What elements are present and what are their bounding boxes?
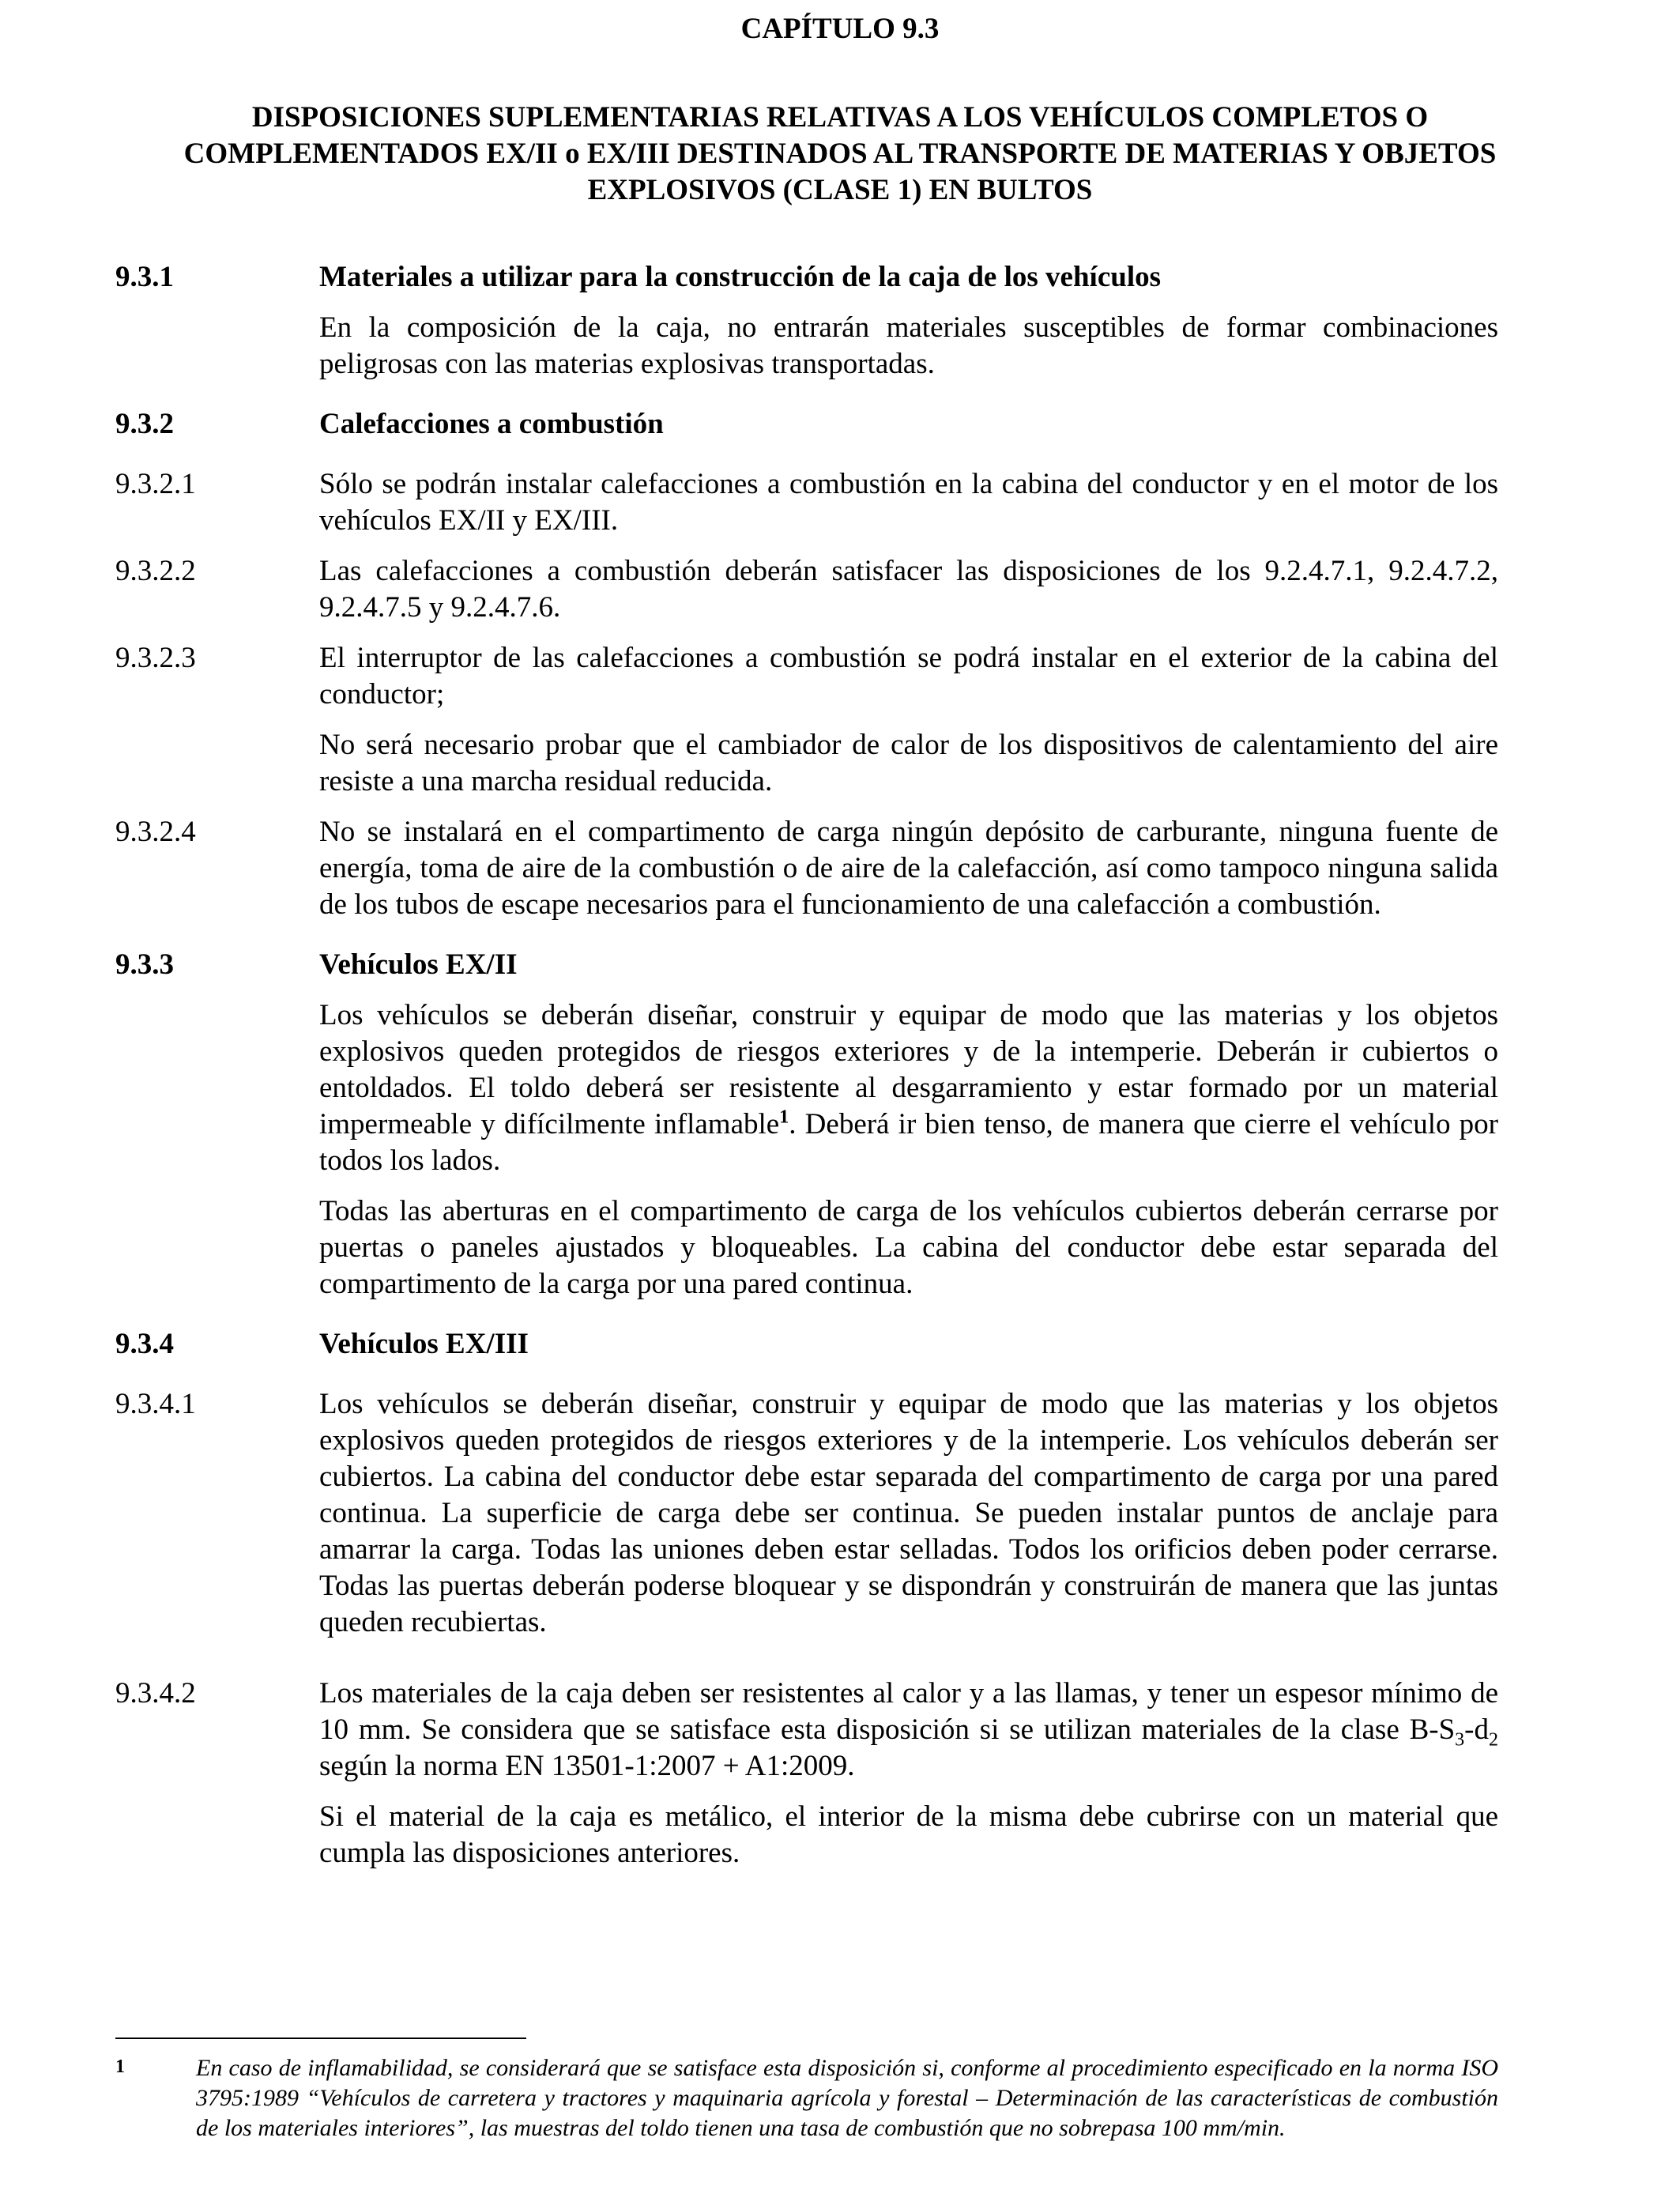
- item-9-3-4-2: [115, 1676, 1498, 1785]
- item-text-part: -d: [1464, 1713, 1489, 1746]
- paragraph: No será necesario probar que el cambiador de calor de los dispositivos de calentamiento del aire resiste a una marcha residual reducida.: [319, 729, 1498, 797]
- section-number: 9.3.4: [115, 1328, 174, 1360]
- section-9-3-4-heading: [115, 1326, 1498, 1363]
- item-number: 9.3.2.1: [115, 468, 196, 500]
- footnote-reference[interactable]: 1: [779, 1106, 789, 1128]
- paragraph-text: . Deberá ir bien tenso, de manera que cierre el vehículo por todos los lados.: [319, 1108, 1498, 1177]
- footnote: [115, 2053, 1498, 2143]
- section-number: 9.3.3: [115, 948, 174, 981]
- paragraph: Si el material de la caja es metálico, el interior de la misma debe cubrirse con un material que cumpla las disposiciones anteriores.: [319, 1800, 1498, 1869]
- footnote-mark: 1: [115, 2056, 125, 2077]
- item-9-3-2-4: [115, 814, 1498, 923]
- section-heading: Vehículos EX/II: [319, 948, 518, 981]
- item-text-part: según la norma EN 13501-1:2007 + A1:2009.: [319, 1750, 855, 1782]
- chapter-title: CAPÍTULO 9.3: [740, 13, 940, 45]
- footnote-text: En caso de inflamabilidad, se considerará que se satisface esta disposición si, conforme al procedimiento especificado en la norma ISO 3795:1989 “Vehículos de carretera y tractores y maquinaria agrícola y forestal – Determinación de las características de combustión de los materiales interiores”, las muestras del toldo tienen una tasa de combustión que no sobrepasa 100 mm/min.: [196, 2055, 1498, 2141]
- section-9-3-1-heading: [115, 259, 1498, 296]
- section-heading: Materiales a utilizar para la construcción de la caja de los vehículos: [319, 261, 1161, 293]
- paragraph-text: Los vehículos se deberán diseñar, construir y equipar de modo que las materias y los objetos explosivos queden protegidos de riesgos exteriores y de la intemperie. Deberán ir cubiertos o entoldados. El toldo deberá ser resistente al desgarramiento y estar formado por un material impermeable y difícilmente inflamable: [319, 999, 1498, 1140]
- section-heading: Calefacciones a combustión: [319, 408, 664, 440]
- item-9-3-2-1: [115, 466, 1498, 539]
- paragraph: En la composición de la caja, no entrarán materiales susceptibles de formar combinaciones peligrosas con las materias explosivas transportadas.: [319, 311, 1498, 380]
- subscript: 2: [1489, 1729, 1498, 1751]
- item-text-part: Los materiales de la caja deben ser resistentes al calor y a las llamas, y tener un espesor mínimo de 10 mm. Se considera que se satisface esta disposición si se utilizan materiales de la clase B-S: [319, 1677, 1498, 1746]
- item-9-3-2-2: [115, 553, 1498, 626]
- item-text: No se instalará en el compartimento de carga ningún depósito de carburante, ninguna fuente de energía, toma de aire de la combustión o de aire de la calefacción, así como tampoco ninguna salida de los tubos de escape necesarios para el funcionamiento de una calefacción a combustión.: [319, 816, 1498, 921]
- paragraph: [319, 997, 1498, 1179]
- item-number: 9.3.2.4: [115, 816, 196, 848]
- section-number: 9.3.2: [115, 408, 174, 440]
- item-9-3-2-3: [115, 640, 1498, 713]
- item-text: Los vehículos se deberán diseñar, construir y equipar de modo que las materias y los objetos explosivos queden protegidos de riesgos exteriores y de la intemperie. Los vehículos deberán ser cubiertos. La cabina del conductor debe estar separada del compartimento de carga por una pared continua. La superficie de carga debe ser continua. Se pueden instalar puntos de anclaje para amarrar la carga. Todas las uniones deben estar selladas. Todos los orificios deben poder cerrarse. Todas las puertas deberán poderse bloquear y se dispondrán y construirán de manera que las juntas queden recubiertas.: [319, 1388, 1498, 1638]
- footnote-divider: [115, 2038, 526, 2039]
- document-body: [115, 259, 1498, 1886]
- subscript: 3: [1455, 1729, 1465, 1751]
- paragraph: Todas las aberturas en el compartimento de carga de los vehículos cubiertos deberán cerrarse por puertas o paneles ajustados y bloqueables. La cabina del conductor debe estar separada del compartimento de la carga por una pared continua.: [319, 1195, 1498, 1300]
- item-number: 9.3.4.1: [115, 1388, 196, 1420]
- item-text: El interruptor de las calefacciones a combustión se podrá instalar en el exterior de la cabina del conductor;: [319, 642, 1498, 711]
- item-text: Las calefacciones a combustión deberán satisfacer las disposiciones de los 9.2.4.7.1, 9.2.4.7.2, 9.2.4.7.5 y 9.2.4.7.6.: [319, 555, 1498, 624]
- item-text: [319, 1676, 1498, 1785]
- section-number: 9.3.1: [115, 261, 174, 293]
- section-9-3-2-heading: [115, 406, 1498, 443]
- section-heading: Vehículos EX/III: [319, 1328, 529, 1360]
- item-9-3-4-1: [115, 1386, 1498, 1641]
- item-number: 9.3.2.2: [115, 555, 196, 587]
- page-title: DISPOSICIONES SUPLEMENTARIAS RELATIVAS A LOS VEHÍCULOS COMPLETOS O COMPLEMENTADOS EX/II o EX/III DESTINADOS AL TRANSPORTE DE MATERIAS Y OBJETOS EXPLOSIVOS (CLASE 1) EN BULTOS: [183, 101, 1497, 206]
- item-text: Sólo se podrán instalar calefacciones a combustión en la cabina del conductor y en el motor de los vehículos EX/II y EX/III.: [319, 468, 1498, 537]
- item-number: 9.3.2.3: [115, 642, 196, 674]
- item-number: 9.3.4.2: [115, 1677, 196, 1710]
- section-9-3-3-heading: [115, 947, 1498, 983]
